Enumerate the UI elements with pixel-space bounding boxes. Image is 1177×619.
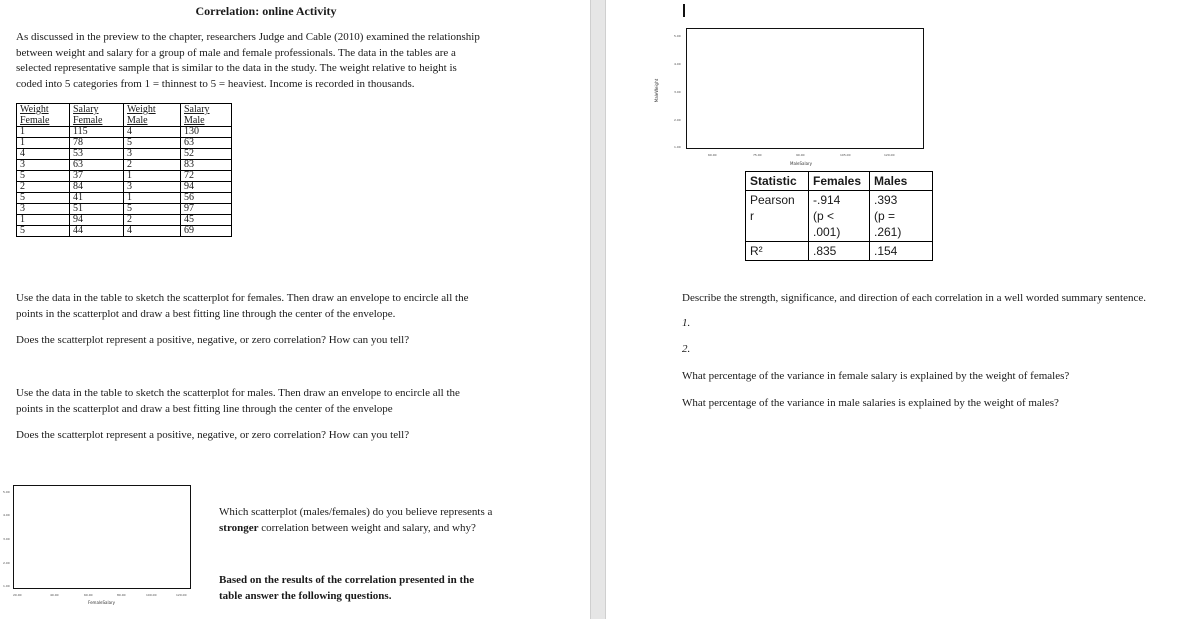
r-squared-males-value: .154 [870,242,933,261]
header-weight-male: Weight Male [124,104,181,127]
intro-paragraph [16,30,536,92]
pearson-males-value: .393 (p = .261) [870,191,933,242]
intro-line: As discussed in the preview to the chapter, researchers Judge and Cable (2010) examined the relationship [16,31,480,43]
y-tick-label: 5.00 [674,34,681,38]
x-axis-title: MaleSalary [790,161,813,166]
female-scatterplot-area [13,485,191,589]
answer-item-2: 2. [682,343,691,355]
table-row: 3 51 5 97 [17,204,232,215]
y-tick-label: 3.00 [674,90,681,94]
table-row: 1 94 2 45 [17,215,232,226]
x-tick-label: 75.00 [753,153,762,157]
females-instruction: Use the data in the table to sketch the scatterplot for females. Then draw an envelope to encircle all the points in the scatterplot and draw a best fitting line through the center of the envelope. [16,292,469,320]
stat-row-r-squared [746,242,933,261]
emphasis-stronger: stronger [219,521,259,534]
pearson-females-value: -.914 (p < .001) [809,191,870,242]
table-row: 5 41 1 56 [17,193,232,204]
text-cursor [683,4,685,17]
right-page [606,0,1177,619]
males-question: Does the scatterplot represent a positive, negative, or zero correlation? How can you tell? [16,429,410,441]
x-tick-label: 105.00 [840,153,851,157]
y-tick-label: 1.00 [674,145,681,149]
x-tick-label: 100.00 [146,593,157,597]
correlation-stats-table [745,171,933,261]
page-title: Correlation: online Activity [195,4,337,18]
y-tick-label: 3.00 [3,537,10,541]
x-tick-label: 80.00 [117,593,126,597]
male-scatterplot-area [686,28,924,149]
females-question: Does the scatterplot represent a positive, negative, or zero correlation? How can you tell? [16,334,410,346]
pearson-label: Pearson r [746,191,809,242]
header-females: Females [809,172,870,191]
x-tick-label: 60.00 [708,153,717,157]
y-tick-label: 1.00 [3,584,10,588]
male-variance-question: What percentage of the variance in male salaries is explained by the weight of males? [682,397,1059,409]
table-row: 3 63 2 83 [17,160,232,171]
y-tick-label: 5.00 [3,490,10,494]
stat-header-row [746,172,933,191]
y-tick-label: 4.00 [3,513,10,517]
r-squared-females-value: .835 [809,242,870,261]
y-tick-label: 4.00 [674,62,681,66]
header-statistic: Statistic [746,172,809,191]
x-tick-label: 120.00 [884,153,895,157]
female-variance-question: What percentage of the variance in female salary is explained by the weight of females? [682,370,1070,382]
x-tick-label: 90.00 [796,153,805,157]
header-males: Males [870,172,933,191]
x-tick-label: 40.00 [50,593,59,597]
y-tick-label: 2.00 [674,118,681,122]
table-row: 5 44 4 69 [17,226,232,237]
table-header-row [17,104,232,127]
stat-row-pearson [746,191,933,242]
intro-line: selected representative sample that is similar to the data in the study. The weight relative to height is [16,62,457,74]
header-salary-male: Salary Male [181,104,232,127]
x-tick-label: 60.00 [84,593,93,597]
page-gutter [590,0,606,619]
table-row: 2 84 3 94 [17,182,232,193]
table-row: 1 115 4 130 [17,127,232,138]
intro-line: coded into 5 categories from 1 = thinnest to 5 = heaviest. Income is recorded in thousands. [16,77,415,90]
weight-salary-table [16,103,232,237]
males-instruction: Use the data in the table to sketch the scatterplot for males. Then draw an envelope to encircle all the points in the scatterplot and draw a best fitting line through the center of the envelope [16,387,460,415]
header-weight-female: Weight Female [17,104,70,127]
y-tick-label: 2.00 [3,561,10,565]
results-note: Based on the results of the correlation presented in the table answer the following questions. [219,574,475,602]
x-axis-title: FemaleSalary [88,600,116,605]
intro-line: between weight and salary for a group of male and female professionals. The data in the tables are a [16,46,456,59]
describe-prompt: Describe the strength, significance, and direction of each correlation in a well worded summary sentence. [682,292,1146,304]
table-row: 5 37 1 72 [17,171,232,182]
table-row: 4 53 3 52 [17,149,232,160]
header-salary-female: Salary Female [70,104,124,127]
x-tick-label: 20.00 [13,593,22,597]
stronger-correlation-question: Which scatterplot (males/females) do you believe represents a stronger correlation between weight and salary, and why? [219,506,493,534]
answer-item-1: 1. [682,317,691,329]
r-squared-label: R² [746,242,809,261]
y-axis-title: MaleWeight [654,78,660,103]
table-row: 1 78 5 63 [17,138,232,149]
x-tick-label: 120.00 [176,593,187,597]
